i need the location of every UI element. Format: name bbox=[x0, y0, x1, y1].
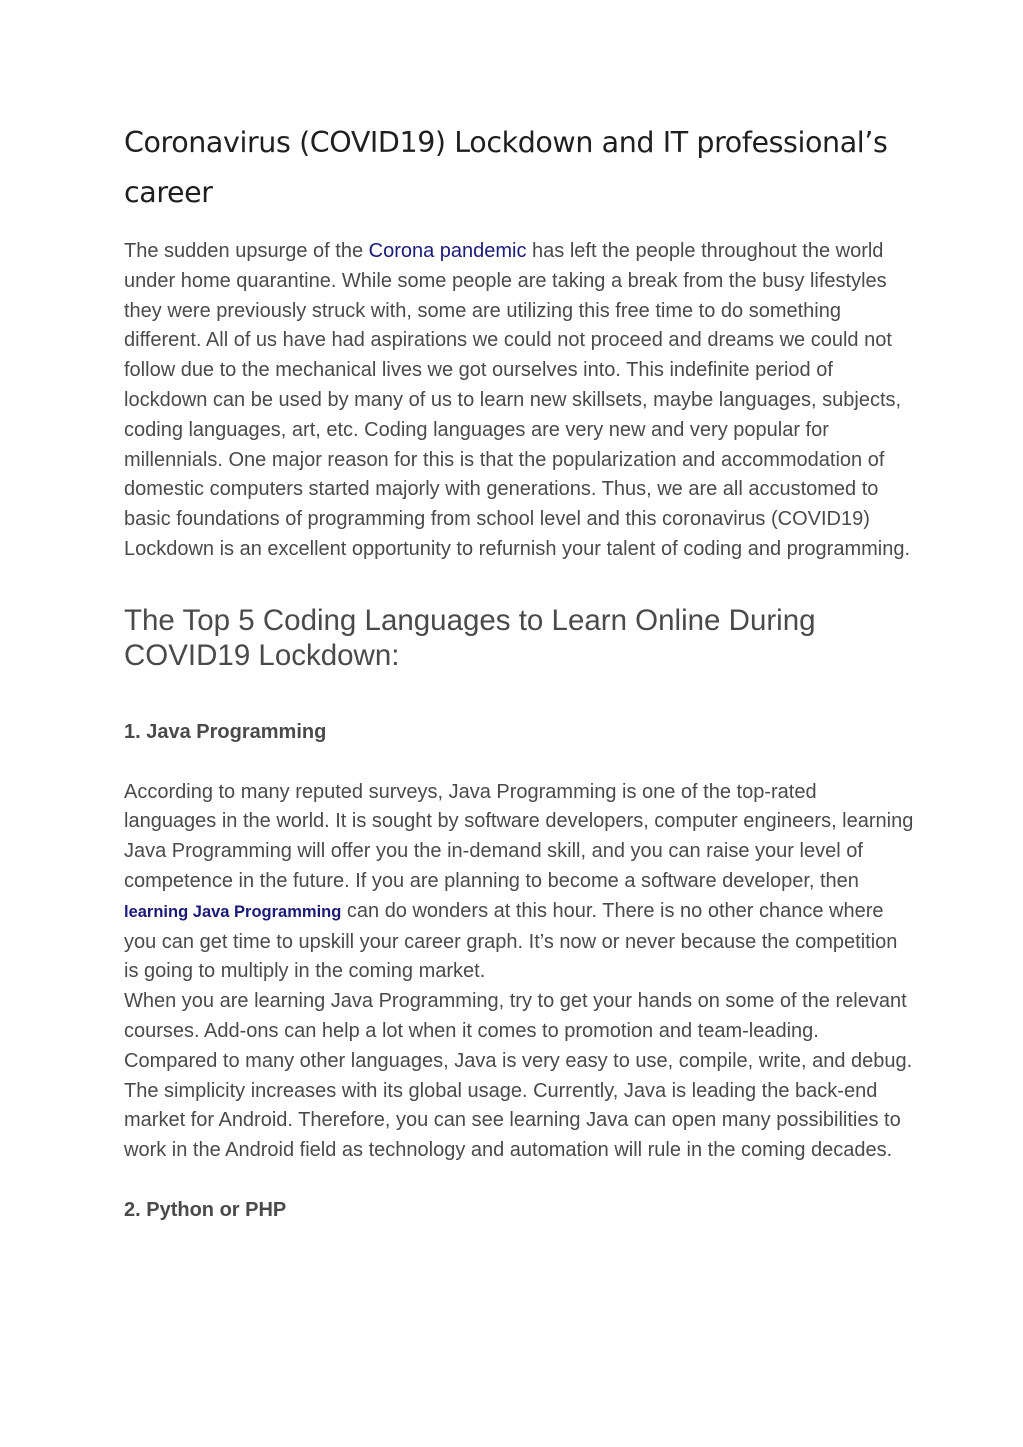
java-paragraph-2: When you are learning Java Programming, try to get your hands on some of the relevant courses. Add-ons can help a lot when it comes to promotion and team-leading. Compared to many other languages, Java is very easy to use, compile, write, and debug. The simplicity increases with its global usage. Currently, Java is leading the back-end market for Android. Therefore, you can see learning Java can open many possibilities to work in the Android field as technology and automation will rule in the coming decades. bbox=[124, 990, 913, 1162]
java-heading: 1. Java Programming bbox=[124, 720, 327, 743]
python-heading: 2. Python or PHP bbox=[124, 1198, 287, 1221]
intro-paragraph bbox=[124, 237, 914, 565]
java-paragraph-1 bbox=[124, 778, 914, 988]
document-title: Coronavirus (COVID19) Lockdown and IT professional’s career bbox=[124, 126, 888, 209]
corona-pandemic-link[interactable]: Corona pandemic bbox=[368, 240, 527, 262]
java-text-rest: can do wonders at this hour. There is no other chance where you can get time to upskill your career graph. It’s now or never because the competition is going to multiply in the coming market. bbox=[124, 899, 898, 983]
learning-java-link[interactable]: learning Java Programming bbox=[124, 902, 342, 921]
section-heading: The Top 5 Coding Languages to Learn Online During COVID19 Lockdown: bbox=[124, 603, 816, 672]
java-text-start: According to many reputed surveys, Java Programming is one of the top-rated languages in the world. It is sought by software developers, computer engineers, learning Java Programming will offer you the in-demand skill, and you can raise your level of competence in the future. If you are planning to become a software developer, then bbox=[124, 780, 914, 892]
intro-text-start: The sudden upsurge of the bbox=[124, 240, 369, 262]
document-page bbox=[124, 118, 914, 1226]
intro-text-rest: has left the people throughout the world under home quarantine. While some people are taking a break from the busy lifestyles they were previously struck with, some are utilizing this free time to do something different. All of us have had aspirations we could not proceed and dreams we could not follow due to the mechanical lives we got ourselves into. This indefinite period of lockdown can be used by many of us to learn new skillsets, maybe languages, subjects, coding languages, art, etc. Coding languages are very new and very popular for millennials. One major reason for this is that the popularization and accommodation of domestic computers started majorly with generations. Thus, we are all accustomed to basic foundations of programming from school level and this coronavirus (COVID19) Lockdown is an excellent opportunity to refurnish your talent of coding and programming. bbox=[124, 240, 911, 560]
